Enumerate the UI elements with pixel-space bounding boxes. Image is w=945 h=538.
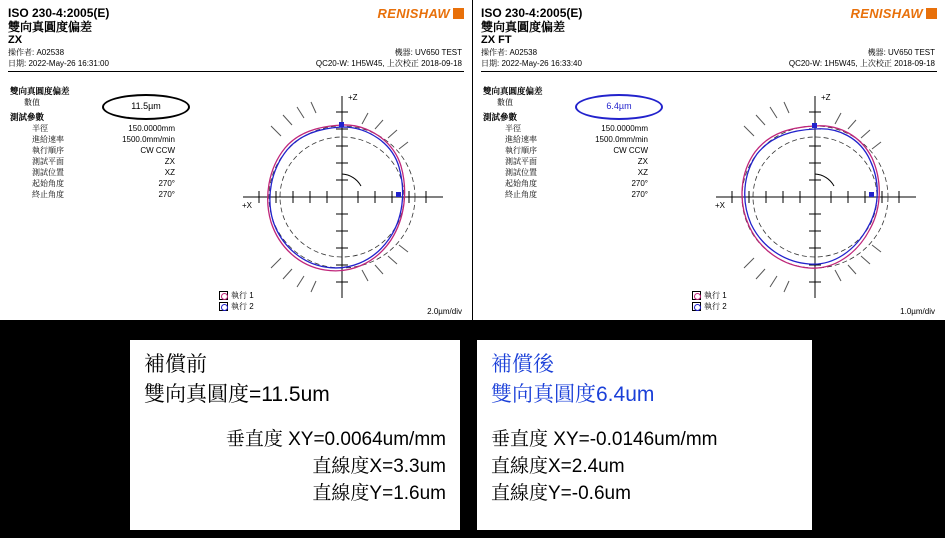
param-row	[483, 178, 688, 189]
param-row	[10, 134, 215, 145]
caption-line: 直線度Y=-0.6um	[491, 483, 631, 504]
polar-plot-svg	[215, 74, 470, 320]
report-header-before	[0, 0, 472, 74]
run2-label: 執行 2	[704, 302, 727, 311]
machine-text: 機器: UV650 TEST	[867, 48, 935, 57]
param-value: 270°	[158, 190, 175, 199]
operator-text: 操作者: A02538	[481, 48, 538, 57]
brand-mark-icon	[453, 8, 464, 19]
param-row	[483, 123, 688, 134]
device-value: QC20-W: 1H5W45, 上次校正 2018-09-18	[315, 59, 462, 68]
plot-legend-before	[219, 290, 254, 312]
param-row	[10, 189, 215, 200]
roundness-value-highlight	[575, 94, 663, 120]
machine-text: 機器: UV650 TEST	[394, 48, 462, 57]
param-row	[483, 189, 688, 200]
run2-trace	[745, 129, 878, 264]
caption-line: 直線度Y=1.6um	[312, 483, 446, 504]
result-section-label: 雙向真圓度偏差	[483, 86, 543, 96]
params-section-label: 測試參數	[483, 112, 518, 122]
date-label: 日期	[8, 59, 24, 68]
param-key: 進給速率	[505, 135, 537, 144]
caption-after	[477, 340, 812, 530]
param-key: 半徑	[32, 124, 48, 133]
run1-label: 執行 1	[231, 291, 254, 300]
param-row	[10, 123, 215, 134]
date-text: 日期: 2022-May-26 16:31:00	[8, 59, 109, 68]
scale-label-after: 1.0µm/div	[900, 307, 935, 316]
meta-operator-row	[8, 47, 464, 58]
param-row	[10, 156, 215, 167]
param-row	[10, 145, 215, 156]
axis-left-label: +X	[715, 201, 726, 210]
operator-value: A02538	[509, 48, 538, 57]
roundness-value-row	[10, 97, 215, 110]
run2-label: 執行 2	[231, 302, 254, 311]
run2-swatch-icon	[692, 302, 701, 311]
operator-label: 操作者	[481, 48, 505, 57]
run1-swatch-icon	[219, 291, 228, 300]
value-label: 數值	[24, 98, 40, 107]
roundness-value-row	[483, 97, 688, 110]
header-divider	[481, 71, 937, 72]
polar-plot-svg	[688, 74, 943, 320]
param-value: XZ	[164, 168, 175, 177]
param-key: 測試位置	[32, 168, 64, 177]
caption-line: 垂直度 XY=0.0064um/mm	[225, 429, 446, 450]
param-value: ZX	[637, 157, 648, 166]
roundness-value: 11.5µm	[131, 101, 161, 111]
run1-label: 執行 1	[704, 291, 727, 300]
device-value: QC20-W: 1H5W45, 上次校正 2018-09-18	[788, 59, 935, 68]
caption-before	[130, 340, 460, 530]
run1-swatch-icon	[692, 291, 701, 300]
param-value: 150.0000mm	[128, 124, 175, 133]
report-subtitle: 雙向真圓度偏差	[8, 20, 93, 34]
meta-operator-row	[481, 47, 937, 58]
brand-mark-icon	[926, 8, 937, 19]
param-value: 150.0000mm	[601, 124, 648, 133]
params-section-label: 測試參數	[10, 112, 45, 122]
param-key: 起始角度	[505, 179, 537, 188]
brand-label: RENISHAW	[850, 6, 923, 21]
param-row	[10, 178, 215, 189]
param-value: 270°	[631, 190, 648, 199]
report-subtitle: 雙向真圓度偏差	[481, 20, 566, 34]
axis-top-label: +Z	[348, 93, 358, 102]
report-axis-label: ZX	[8, 34, 23, 46]
param-key: 測試平面	[505, 157, 537, 166]
report-panel-before	[0, 0, 472, 320]
caption-heading: 補償前	[144, 353, 207, 376]
machine-label: 機器	[394, 48, 411, 57]
info-table-before	[10, 84, 215, 200]
caption-heading: 補償後	[491, 353, 554, 376]
run2-swatch-icon	[219, 302, 228, 311]
param-row	[10, 167, 215, 178]
date-value: 2022-May-26 16:31:00	[28, 59, 109, 68]
report-axis-label: ZX FT	[481, 34, 512, 46]
plot-legend-after	[692, 290, 727, 312]
operator-text: 操作者: A02538	[8, 48, 65, 57]
operator-value: A02538	[36, 48, 65, 57]
param-value: CW CCW	[613, 146, 648, 155]
param-key: 終止角度	[505, 190, 537, 199]
report-title: ISO 230-4:2005(E)	[481, 6, 583, 20]
param-row	[483, 156, 688, 167]
result-section-label: 雙向真圓度偏差	[10, 86, 70, 96]
machine-value: UV650 TEST	[415, 48, 462, 57]
param-row	[483, 145, 688, 156]
operator-label: 操作者	[8, 48, 32, 57]
axis-left-label: +X	[242, 201, 253, 210]
caption-line: 直線度X=3.3um	[312, 456, 446, 477]
report-panel-after	[473, 0, 945, 320]
renishaw-logo	[851, 6, 937, 21]
caption-roundness: 雙向真圓度=11.5um	[144, 383, 330, 406]
report-title: ISO 230-4:2005(E)	[8, 6, 110, 20]
param-key: 半徑	[505, 124, 521, 133]
axis-top-label: +Z	[821, 93, 831, 102]
caption-line: 垂直度 XY=-0.0146um/mm	[491, 429, 718, 450]
caption-roundness: 雙向真圓度6.4um	[491, 383, 655, 406]
param-row	[483, 167, 688, 178]
param-row	[483, 134, 688, 145]
param-value: XZ	[637, 168, 648, 177]
report-body-before	[0, 74, 472, 320]
param-value: 1500.0mm/min	[122, 135, 175, 144]
report-header-after	[473, 0, 945, 74]
scale-label-before: 2.0µm/div	[427, 307, 462, 316]
param-value: 270°	[631, 179, 648, 188]
param-key: 起始角度	[32, 179, 64, 188]
roundness-value: 6.4µm	[606, 101, 632, 111]
date-label: 日期	[481, 59, 497, 68]
roundness-value-highlight	[102, 94, 190, 120]
date-text: 日期: 2022-May-26 16:33:40	[481, 59, 582, 68]
machine-value: UV650 TEST	[888, 48, 935, 57]
caption-line: 直線度X=2.4um	[491, 456, 625, 477]
param-key: 執行順序	[505, 146, 537, 155]
polar-plot-after	[688, 74, 943, 320]
brand-label: RENISHAW	[377, 6, 450, 21]
param-key: 終止角度	[32, 190, 64, 199]
param-key: 執行順序	[32, 146, 64, 155]
report-body-after	[473, 74, 945, 320]
polar-plot-before	[215, 74, 470, 320]
param-value: CW CCW	[140, 146, 175, 155]
machine-label: 機器	[867, 48, 884, 57]
meta-date-row	[481, 58, 937, 69]
header-divider	[8, 71, 464, 72]
param-value: 1500.0mm/min	[595, 135, 648, 144]
renishaw-logo	[378, 6, 464, 21]
param-key: 進給速率	[32, 135, 64, 144]
param-key: 測試位置	[505, 168, 537, 177]
meta-date-row	[8, 58, 464, 69]
date-value: 2022-May-26 16:33:40	[501, 59, 582, 68]
param-value: 270°	[158, 179, 175, 188]
info-table-after	[483, 84, 688, 200]
run1-trace	[268, 125, 405, 271]
param-value: ZX	[164, 157, 175, 166]
param-key: 測試平面	[32, 157, 64, 166]
value-label: 數值	[497, 98, 513, 107]
